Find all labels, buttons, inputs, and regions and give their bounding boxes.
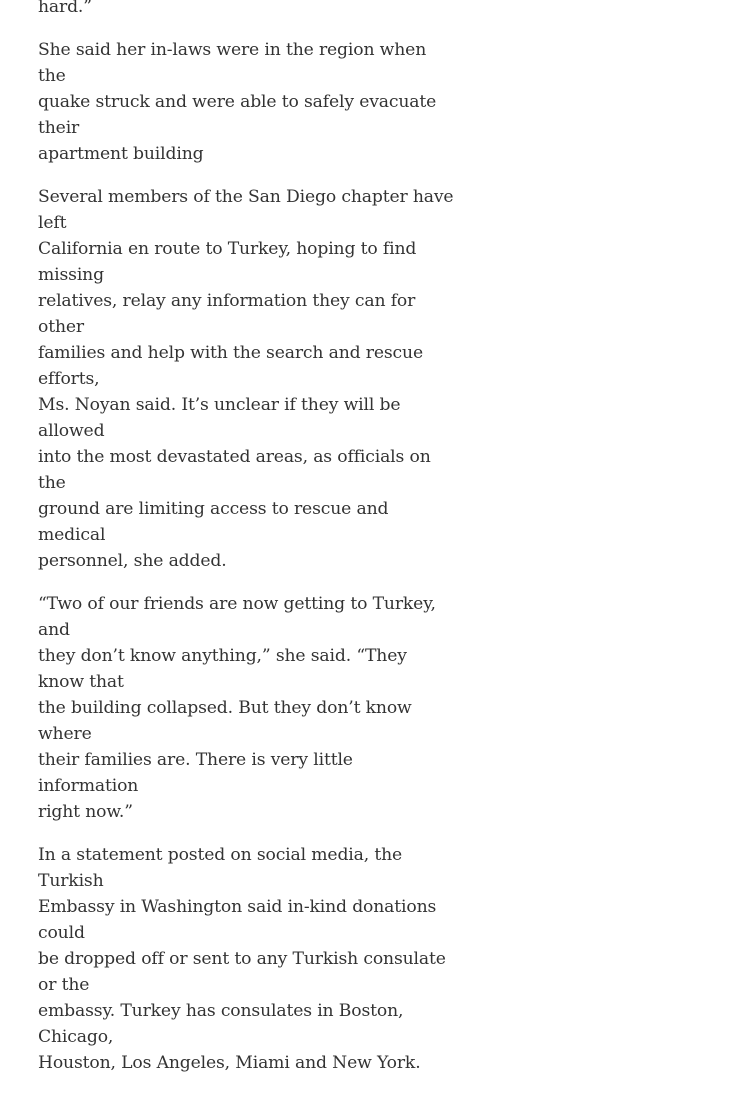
article-paragraph: She said her in-laws were in the region when the quake struck and were able to safely evacuate their apartment building xyxy=(38,40,437,164)
article-paragraph: Several members of the San Diego chapter have left California en route to Turkey, hoping to find missing relatives, relay any information they can for other families and help with the search and rescue efforts, Ms. Noyan said. It’s unclear if they will be allowed into the most devastated areas, as officials on the ground are limiting access to rescue and medical personnel, she added. xyxy=(38,187,454,571)
article-body xyxy=(38,0,458,1093)
article-paragraph: hard.” xyxy=(38,0,92,17)
article-paragraph: “Two of our friends are now getting to Turkey, and they don’t know anything,” she said. “They know that the building collapsed. But they don’t know where their families are. There is very little information right now.” xyxy=(38,594,436,822)
article-paragraph: In a statement posted on social media, the Turkish Embassy in Washington said in-kind donations could be dropped off or sent to any Turkish consulate or the embassy. Turkey has consulates in Boston, Chicago, Houston, Los Angeles, Miami and New York. xyxy=(38,845,446,1073)
